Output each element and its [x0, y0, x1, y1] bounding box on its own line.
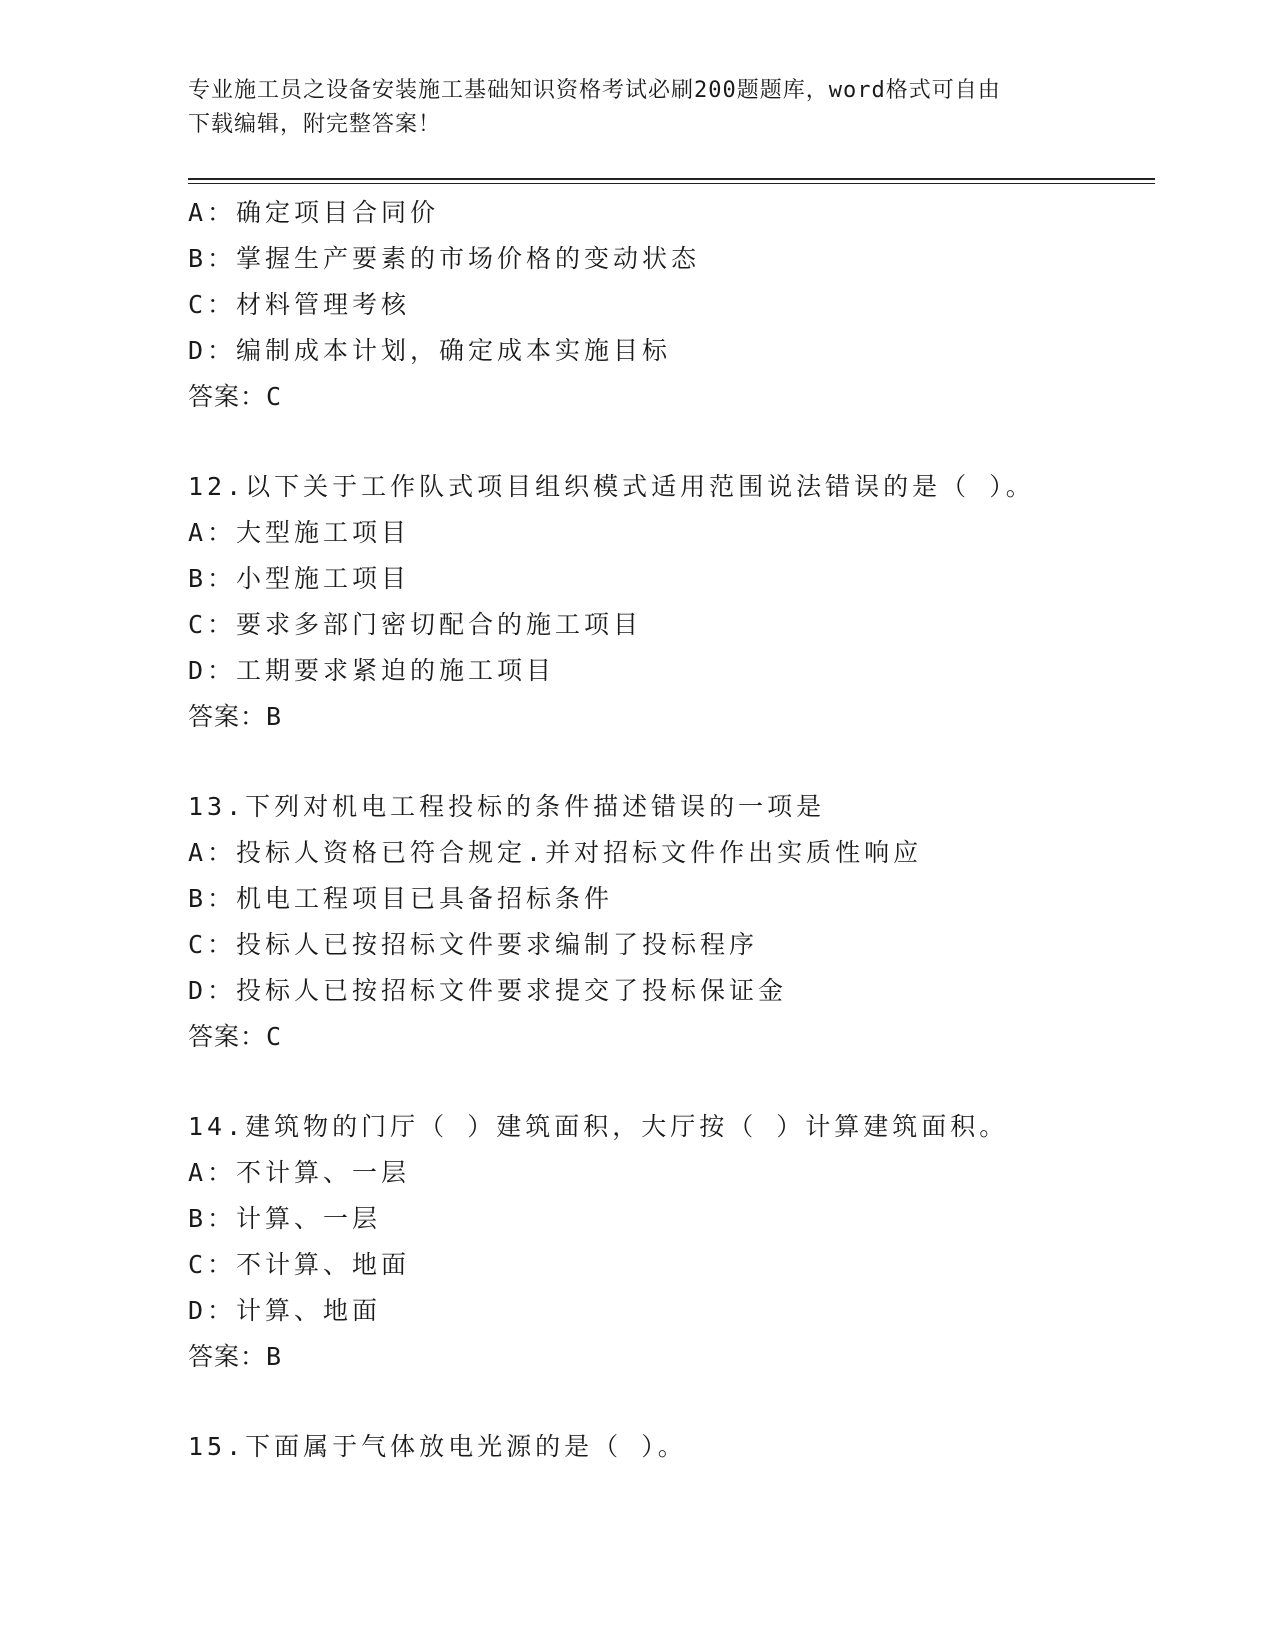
- spacer: [188, 1060, 1148, 1104]
- option-c: C：不计算、地面: [188, 1250, 411, 1279]
- option-a: A：投标人资格已符合规定.并对招标文件作出实质性响应: [188, 838, 923, 867]
- question-14: [188, 1104, 1148, 1380]
- header-line-1: 专业施工员之设备安装施工基础知识资格考试必刷200题题库，word格式可自由: [188, 78, 1001, 103]
- answer-value: C: [266, 1022, 283, 1051]
- header-rule-thick: [188, 178, 1155, 180]
- answer-line: [188, 1334, 1148, 1380]
- answer-value: B: [266, 702, 283, 731]
- question-13: [188, 784, 1148, 1060]
- option-b: B：掌握生产要素的市场价格的变动状态: [188, 244, 701, 273]
- question-15: [188, 1424, 1148, 1470]
- question-list: [188, 190, 1148, 1470]
- answer-line: [188, 694, 1148, 740]
- option-d: D：计算、地面: [188, 1296, 382, 1325]
- option-c: C：投标人已按招标文件要求编制了投标程序: [188, 930, 759, 959]
- spacer: [188, 740, 1148, 784]
- answer-label: 答案：: [188, 1022, 267, 1051]
- question-11: [188, 190, 1148, 420]
- option-b: B：小型施工项目: [188, 564, 411, 593]
- option-c: C：材料管理考核: [188, 290, 411, 319]
- document-header: [188, 74, 1068, 142]
- question-text: 12.以下关于工作队式项目组织模式适用范围说法错误的是（ ）。: [188, 472, 1035, 501]
- question-text: 14.建筑物的门厅（ ）建筑面积，大厅按（ ）计算建筑面积。: [188, 1112, 1009, 1141]
- option-d: D：工期要求紧迫的施工项目: [188, 656, 556, 685]
- option-a: A：大型施工项目: [188, 518, 411, 547]
- option-a: A：确定项目合同价: [188, 198, 440, 227]
- answer-value: C: [266, 382, 283, 411]
- answer-label: 答案：: [188, 1342, 267, 1371]
- answer-label: 答案：: [188, 702, 267, 731]
- option-b: B：机电工程项目已具备招标条件: [188, 884, 614, 913]
- answer-value: B: [266, 1342, 283, 1371]
- option-d: D：投标人已按招标文件要求提交了投标保证金: [188, 976, 788, 1005]
- question-12: [188, 464, 1148, 740]
- option-d: D：编制成本计划，确定成本实施目标: [188, 336, 672, 365]
- spacer: [188, 420, 1148, 464]
- answer-line: [188, 374, 1148, 420]
- option-b: B：计算、一层: [188, 1204, 382, 1233]
- question-text: 15.下面属于气体放电光源的是（ ）。: [188, 1432, 687, 1461]
- question-text: 13.下列对机电工程投标的条件描述错误的一项是: [188, 792, 826, 821]
- answer-line: [188, 1014, 1148, 1060]
- header-rule-thin: [188, 183, 1155, 184]
- header-line-2: 下载编辑，附完整答案！: [188, 112, 442, 137]
- spacer: [188, 1380, 1148, 1424]
- option-a: A：不计算、一层: [188, 1158, 411, 1187]
- option-c: C：要求多部门密切配合的施工项目: [188, 610, 643, 639]
- answer-label: 答案：: [188, 382, 267, 411]
